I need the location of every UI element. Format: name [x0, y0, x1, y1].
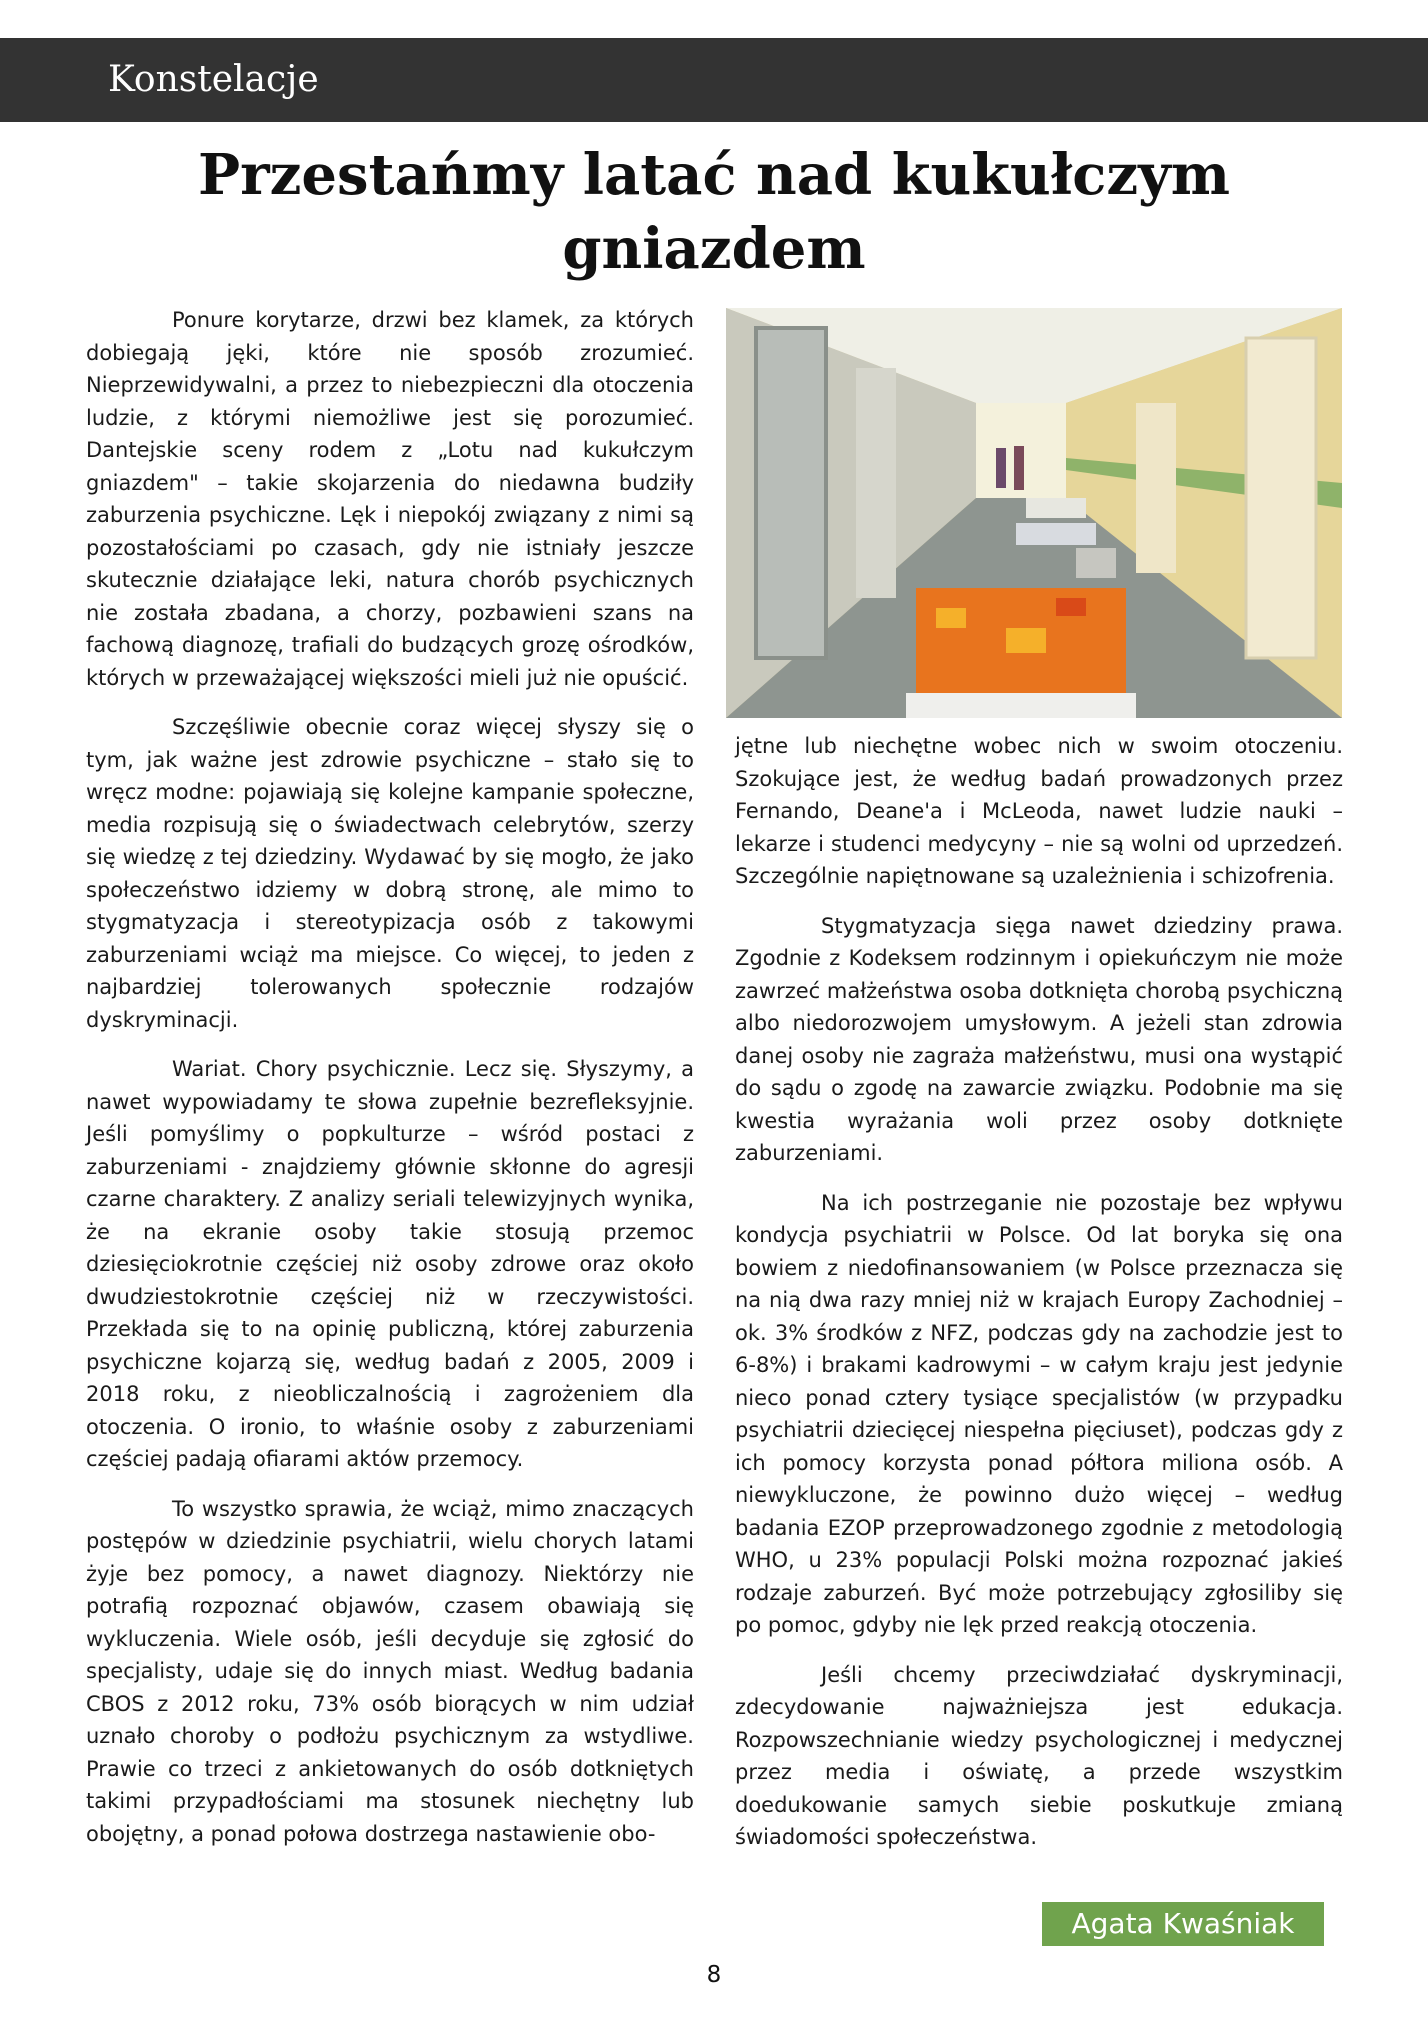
author-badge: Agata Kwaśniak: [1042, 1902, 1324, 1946]
blanket-pattern: [936, 608, 966, 628]
hospital-corridor-illustration: [726, 308, 1342, 718]
page-number: 8: [706, 1962, 722, 1988]
glass-door: [756, 328, 826, 658]
hallway-bed: [1026, 498, 1086, 518]
blanket-pattern: [1056, 598, 1086, 616]
person: [1014, 446, 1024, 490]
article-title: Przestańmy latać nad kukułczym gniazdem: [198, 142, 1230, 282]
left-door: [856, 368, 896, 598]
article-paragraph: Jeśli chcemy przeciwdziałać dyskryminacji, zdecydowanie najważniejsza jest edukacja. Rozpowszechnianie wiedzy psychologicznej i medycznej przez media i oświatę, a przede wszystkim doedukowanie samych siebie poskutkuje zmianą świadomości społeczeństwa.: [735, 1662, 1343, 1849]
article-paragraph: jętne lub niechętne wobec nich w swoim otoczeniu. Szokujące jest, że według badań prowadzonych przez Fernando, Deane'a i McLeoda, nawet ludzie nauki – lekarze i studenci medycyny – nie są wolni od uprzedzeń. Szczególnie napiętnowane są uzależnienia i schizofrenia.: [735, 734, 1343, 888]
article-paragraph: Wariat. Chory psychicznie. Lecz się. Słyszymy, a nawet wypowiadamy te słowa zupełnie bezrefleksyjnie. Jeśli pomyślimy o popkulturze – wśród postaci z zaburzeniami - znajdziemy głównie skłonne do agresji czarne charaktery. Z analizy seriali telewizyjnych wynika, że na ekranie osoby takie stosują przemoc dziesięciokrotnie częściej niż osoby zdrowe oraz około dwudziestokrotnie częściej niż w rzeczywistości. Przekłada się to na opinię publiczną, której zaburzenia psychiczne kojarzą się, według badań z 2005, 2009 i 2018 roku, z nieobliczalnością i zagrożeniem dla otoczenia. O ironio, to właśnie osoby z zaburzeniami częściej padają ofiarami aktów przemocy.: [86, 1057, 694, 1471]
blanket-pattern: [1006, 628, 1046, 653]
person: [996, 448, 1006, 488]
article-paragraph: Szczęśliwie obecnie coraz więcej słyszy się o tym, jak ważne jest zdrowie psychiczne – stało się to wręcz modne: pojawiają się kolejne kampanie społeczne, media rozpisują się o świadectwach celebrytów, szerzy się wiedzę z tej dziedziny. Wydawać by się mogło, że jako społeczeństwo idziemy w dobrą stronę, ale mimo to stygmatyzacja i stereotypizacja osób z takowymi zaburzeniami wciąż ma miejsce. Co więcej, to jeden z najbardziej tolerowanych społecznie rodzajów dyskryminacji.: [86, 715, 694, 1032]
article-column-left: [86, 304, 694, 1867]
article-paragraph: Ponure korytarze, drzwi bez klamek, za których dobiegają jęki, które nie sposób zrozumieć. Nieprzewidywalni, a przez to niebezpieczni dla otoczenia ludzie, z którymi niemożliwe jest się porozumieć. Dantejskie sceny rodem z „Lotu nad kukułczym gniazdem" – takie skojarzenia do niedawna budziły zaburzenia psychiczne. Lęk i niepokój związany z nimi są pozostałościami po czasach, gdy nie istniały jeszcze skutecznie działające leki, natura chorób psychicznych nie została zbadana, a chorzy, pozbawieni szans na fachową diagnozę, trafiali do budzących grozę ośrodków, których w przeważającej większości mieli już nie opuścić.: [86, 308, 694, 690]
corridor-photo: [726, 308, 1342, 718]
hallway-bed: [1016, 523, 1096, 545]
bed-sheet: [906, 693, 1136, 718]
right-door: [1246, 338, 1316, 658]
chair: [1076, 548, 1116, 578]
article-paragraph: Na ich postrzeganie nie pozostaje bez wpływu kondycja psychiatrii w Polsce. Od lat boryka się ona bowiem z niedofinansowaniem (w Polsce przeznacza się na nią dwa razy mniej niż w krajach Europy Zachodniej – ok. 3% środków z NFZ, podczas gdy na zachodzie jest to 6-8%) i brakami kadrowymi – w całym kraju jest jedynie nieco ponad cztery tysiące specjalistów (w przypadku psychiatrii dziecięcej niespełna pięciuset), podczas gdy z ich pomocy korzysta ponad półtora miliona osób. A niewykluczone, że powinno dużo więcej – według badania EZOP przeprowadzonego zgodnie z metodologią WHO, u 23% populacji Polski można rozpoznać jakieś rodzaje zaburzeń. Być może potrzebujący zgłosiliby się po pomoc, gdyby nie lęk przed reakcją otoczenia.: [735, 1190, 1343, 1637]
article-paragraph: To wszystko sprawia, że wciąż, mimo znaczących postępów w dziedzinie psychiatrii, wielu chorych latami żyje bez pomocy, a nawet diagnozy. Niektórzy nie potrafią rozpoznać objawów, czasem obawiają się wykluczenia. Wiele osób, jeśli decyduje się zgłosić do specjalisty, udaje się do innych miast. Według badania CBOS z 2012 roku, 73% osób biorących w nim udział uznało choroby o podłożu psychicznym za wstydliwe. Prawie co trzeci z ankietowanych do osób dotkniętych takimi przypadłościami ma stosunek niechętny lub obojętny, a ponad połowa dostrzega nastawienie obo-: [86, 1496, 694, 1846]
section-header-bar: [0, 38, 1428, 122]
section-name: Konstelacje: [108, 59, 319, 100]
article-column-right: [735, 730, 1343, 1871]
article-paragraph: Stygmatyzacja sięga nawet dziedziny prawa. Zgodnie z Kodeksem rodzinnym i opiekuńczym nie może zawrzeć małżeństwa osoba dotknięta chorobą psychiczną albo niedorozwojem umysłowym. A jeżeli stan zdrowia danej osoby nie zagraża małżeństwu, musi ona wystąpić do sądu o zgodę na zawarcie związku. Podobnie ma się kwestia wyrażania woli przez osoby dotknięte zaburzeniami.: [735, 913, 1343, 1165]
right-door-far: [1136, 403, 1176, 573]
